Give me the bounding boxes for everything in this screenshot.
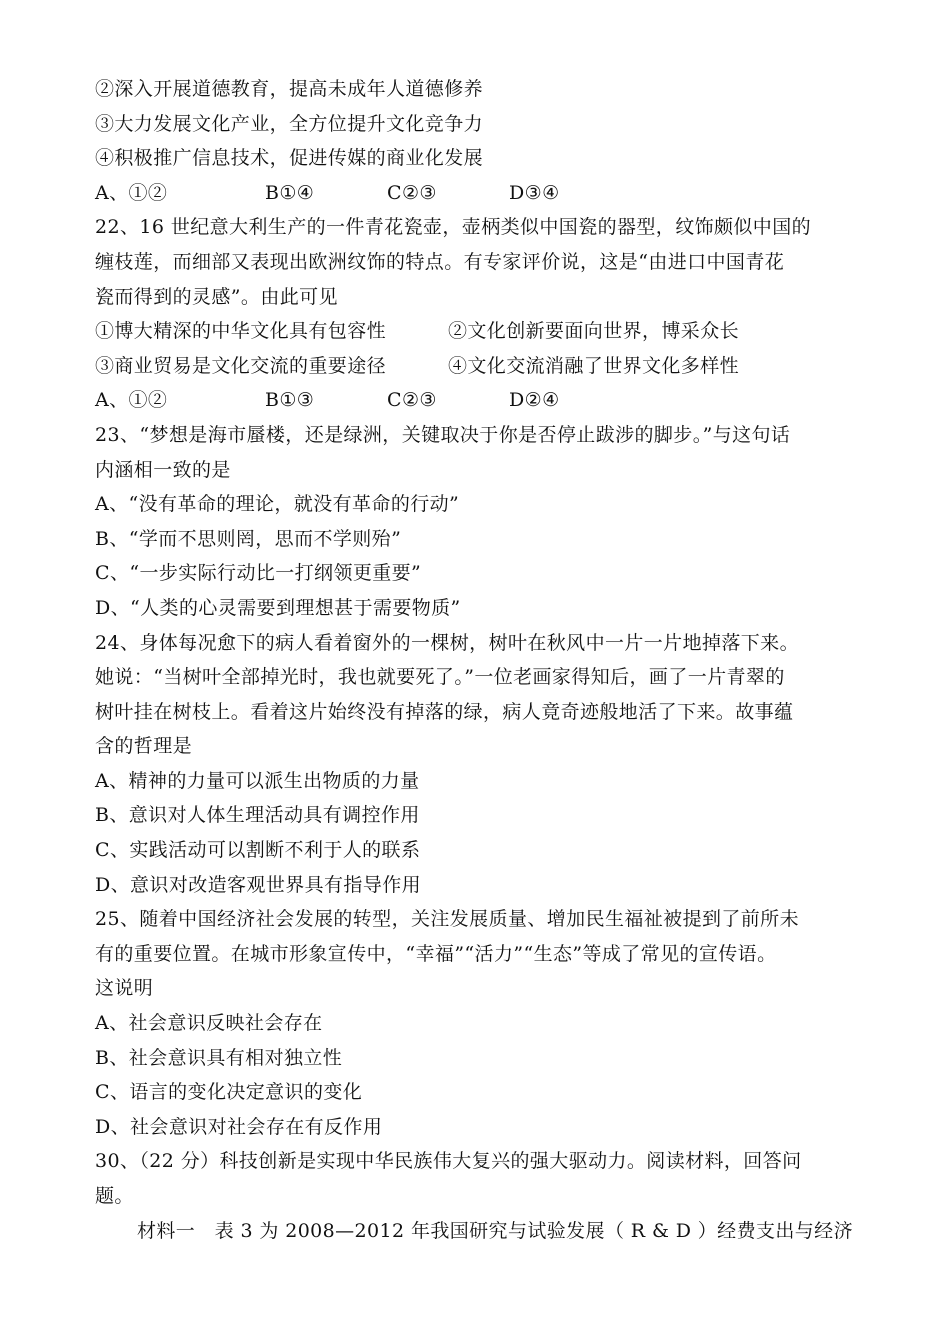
q21-option-b: B①④: [265, 181, 315, 204]
q21-option-a: A、①②: [95, 181, 168, 204]
q22-option-c: C②③: [387, 389, 437, 412]
question-22: [95, 210, 865, 418]
q30-stem-line: 题。: [95, 1185, 134, 1207]
q22-stem-line: 瓷而得到的灵感”。由此可见: [95, 285, 338, 308]
q25-option-d: D、社会意识对社会存在有反作用: [95, 1115, 383, 1138]
q25-stem-line: 有的重要位置。在城市形象宣传中，“幸福”“活力”“生态”等成了常见的宣传语。: [95, 942, 777, 965]
q24-option-c: C、实践活动可以割断不利于人的联系: [95, 839, 421, 862]
question-25: [95, 902, 865, 1144]
q23-stem-line: 23、“梦想是海市蜃楼，还是绿洲，关键取决于你是否停止跋涉的脚步。”与这句话: [95, 423, 791, 446]
q23-option-c: C、“一步实际行动比一打纲领更重要”: [95, 562, 422, 585]
q22-stem-line: 22、16 世纪意大利生产的一件青花瓷壶，壶柄类似中国瓷的器型，纹饰颇似中国的: [95, 216, 811, 239]
q24-option-d: D、意识对改造客观世界具有指导作用: [95, 873, 422, 896]
q25-stem-line: 这说明: [95, 977, 154, 1000]
q22-item-2: ②文化创新要面向世界，博采众长: [448, 320, 740, 343]
q23-option-d: D、“人类的心灵需要到理想甚于需要物质”: [95, 596, 461, 619]
q21-item-4: ④积极推广信息技术，促进传媒的商业化发展: [95, 147, 484, 170]
q22-option-d: D②④: [509, 389, 560, 412]
q22-options: [95, 383, 865, 418]
q25-stem-line: 25、随着中国经济社会发展的转型，关注发展质量、增加民生福祉被提到了前所未: [95, 908, 799, 931]
q30-stem-line: 30、（22 分）科技创新是实现中华民族伟大复兴的强大驱动力。阅读材料，回答问: [95, 1150, 802, 1173]
q24-stem-line: 她说：“当树叶全部掉光时，我也就要死了。”一位老画家得知后，画了一片青翠的: [95, 666, 785, 689]
q22-item-1: ①博大精深的中华文化具有包容性: [95, 320, 387, 343]
question-23: [95, 418, 865, 626]
question-30: [95, 1144, 865, 1248]
q30-material-1: 材料一 表 3 为 2008—2012 年我国研究与试验发展（ R & D ）经费支出与经济: [137, 1219, 853, 1242]
q21-option-d: D③④: [509, 181, 560, 204]
q23-option-b: B、“学而不思则罔，思而不学则殆”: [95, 527, 402, 550]
q24-stem-line: 树叶挂在树枝上。看着这片始终没有掉落的绿，病人竟奇迹般地活了下来。故事蕴: [95, 700, 794, 723]
q24-option-a: A、精神的力量可以派生出物质的力量: [95, 769, 420, 792]
question-24: [95, 626, 865, 903]
q24-stem-line: 含的哲理是: [95, 735, 193, 758]
q22-stem-line: 缠枝莲，而细部又表现出欧洲纹饰的特点。有专家评价说，这是“由进口中国青花: [95, 250, 785, 273]
q23-option-a: A、“没有革命的理论，就没有革命的行动”: [95, 493, 460, 516]
q22-items-row: [95, 349, 865, 384]
q25-option-c: C、语言的变化决定意识的变化: [95, 1081, 363, 1104]
q25-option-a: A、社会意识反映社会存在: [95, 1012, 323, 1035]
q22-items-row: [95, 314, 865, 349]
q22-option-a: A、①②: [95, 389, 168, 412]
exam-page: [95, 72, 865, 1248]
question-21: [95, 72, 865, 210]
q24-option-b: B、意识对人体生理活动具有调控作用: [95, 804, 420, 827]
q21-item-3: ③大力发展文化产业，全方位提升文化竞争力: [95, 112, 484, 135]
q21-item-2: ②深入开展道德教育，提高未成年人道德修养: [95, 78, 484, 100]
q21-option-c: C②③: [387, 181, 437, 204]
q22-item-4: ④文化交流消融了世界文化多样性: [448, 354, 740, 377]
q22-item-3: ③商业贸易是文化交流的重要途径: [95, 354, 387, 377]
q23-stem-line: 内涵相一致的是: [95, 458, 231, 481]
q21-options: [95, 176, 865, 211]
q22-option-b: B①③: [265, 389, 315, 412]
q24-stem-line: 24、身体每况愈下的病人看着窗外的一棵树，树叶在秋风中一片一片地掉落下来。: [95, 631, 799, 654]
q25-option-b: B、社会意识具有相对独立性: [95, 1046, 343, 1069]
